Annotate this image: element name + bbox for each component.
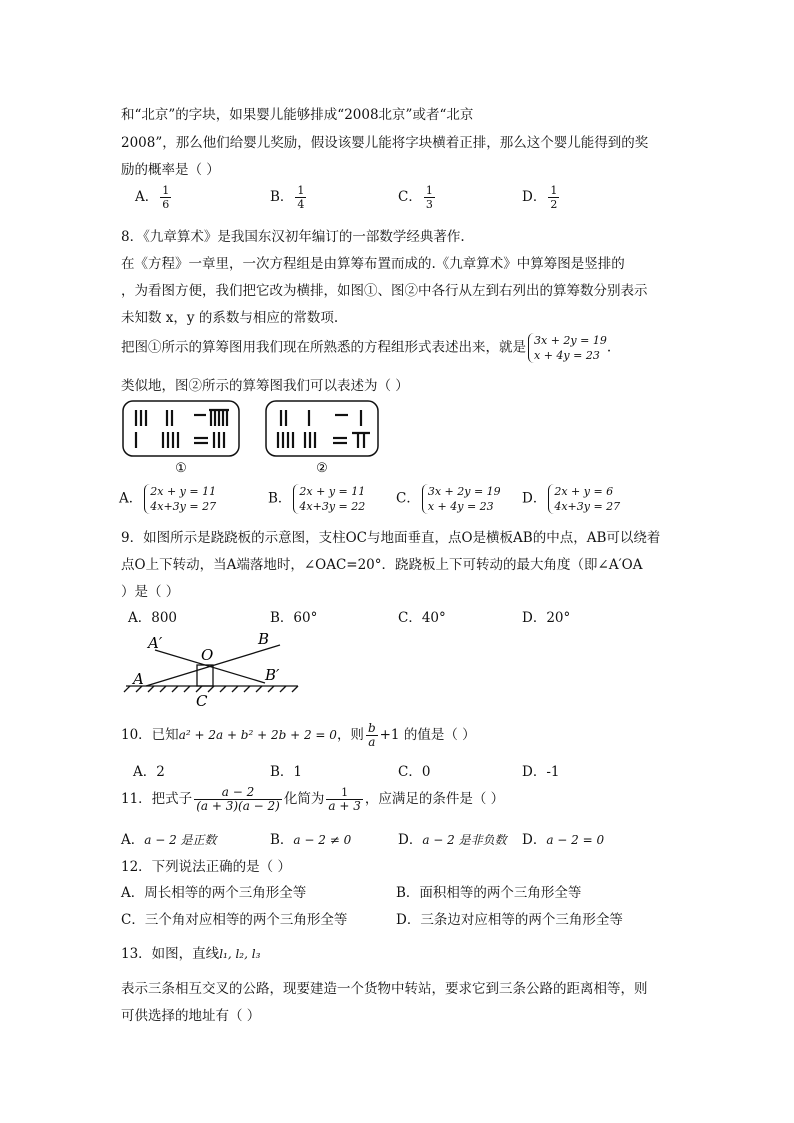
q13-stem: 13．如图，直线l₁, l₂, l₃ xyxy=(121,946,261,962)
q9-option-c[interactable]: C．40° xyxy=(398,610,446,626)
q8-option-b[interactable]: B． 2x + y = 11 4x+3y = 22 xyxy=(268,485,366,513)
q8-option-a[interactable]: A． 2x + y = 11 4x+3y = 27 xyxy=(119,485,217,513)
q13-line3: 可供选择的地址有（ ） xyxy=(121,1008,261,1024)
q8-line2: 在《方程》一章里，一次方程组是由算筹布置而成的.《九章算术》中算筹图是竖排的 xyxy=(121,256,625,272)
q9-line1: 9．如图所示是跷跷板的示意图，支柱OC与地面垂直，点O是横板AB的中点，AB可以绕着 xyxy=(121,530,661,546)
svg-text:C: C xyxy=(196,692,208,710)
q11-stem: 11．把式子 $\frac{a - 2}{(a + 3)(a - 2)}$ 化简为 $\frac{1}{a + 3}$ ，应满足的条件是（ ） xyxy=(121,785,505,813)
q10-stem: 10．已知a² + 2a + b² + 2b + 2 = 0，则 $\frac{b}{a}$ +1 的值是（ ） xyxy=(121,721,476,749)
q9-option-a[interactable]: A．800 xyxy=(128,610,178,626)
q12-stem: 12．下列说法正确的是（ ） xyxy=(121,859,291,875)
q11-option-d[interactable]: D．a − 2 = 0 xyxy=(522,832,605,848)
q7-option-c[interactable]: C． $\frac{1}{3}$ xyxy=(398,184,433,211)
q12-option-b[interactable]: B．面积相等的两个三角形全等 xyxy=(396,885,582,901)
q8-line6: 类似地，图②所示的算筹图我们可以表述为（ ） xyxy=(121,378,409,394)
q9-option-b[interactable]: B．60° xyxy=(270,610,318,626)
svg-text:B: B xyxy=(258,630,270,648)
q8-line3: ，为看图方便，我们把它改为横排，如图①、图②中各行从左到右列出的算筹数分别表示 xyxy=(121,283,648,299)
q12-option-a[interactable]: A．周长相等的两个三角形全等 xyxy=(121,885,307,901)
q8-line4: 未知数 x，y 的系数与相应的常数项. xyxy=(121,310,339,326)
q7-option-b[interactable]: B． $\frac{1}{4}$ xyxy=(270,184,305,211)
q10-option-b[interactable]: B．1 xyxy=(270,764,303,780)
q10-option-d[interactable]: D．-1 xyxy=(522,764,560,780)
q8-example-system: 3x + 2y = 19 x + 4y = 23 xyxy=(528,333,607,363)
q10-option-c[interactable]: C．0 xyxy=(398,764,431,780)
fig1-rods xyxy=(136,410,229,448)
svg-text:A: A xyxy=(133,670,144,688)
q9-option-d[interactable]: D．20° xyxy=(522,610,571,626)
q13-line2: 表示三条相互交叉的公路，现要建造一个货物中转站，要求它到三条公路的距离相等，则 xyxy=(121,981,648,997)
q8-line5: 把图①所示的算筹图用我们现在所熟悉的方程组形式表述出来，就是 3x + 2y = 19 x + 4y = 23 . xyxy=(121,334,612,362)
q12-option-d[interactable]: D．三条边对应相等的两个三角形全等 xyxy=(396,912,623,928)
q8-line1: 8．《九章算术》是我国东汉初年编订的一部数学经典著作. xyxy=(121,229,465,245)
q7-line3: 励的概率是（ ） xyxy=(121,162,220,178)
fig1-label: ① xyxy=(175,461,187,476)
q11-option-a[interactable]: A．a − 2 是正数 xyxy=(121,832,217,848)
q11-option-c[interactable]: D．a − 2 是非负数 xyxy=(398,832,507,848)
svg-text:B′: B′ xyxy=(265,666,280,684)
q7-line2: 2008”，那么他们给婴儿奖励，假设该婴儿能将字块横着正排，那么这个婴儿能得到的奖 xyxy=(121,135,649,151)
q8-option-c[interactable]: C． 3x + 2y = 19 x + 4y = 23 xyxy=(396,485,501,513)
q12-option-c[interactable]: C．三个角对应相等的两个三角形全等 xyxy=(121,912,348,928)
q7-option-d[interactable]: D． $\frac{1}{2}$ xyxy=(522,184,558,211)
svg-text:A′: A′ xyxy=(148,634,163,652)
q8-option-d[interactable]: D． 2x + y = 6 4x+3y = 27 xyxy=(522,485,621,513)
fig2-label: ② xyxy=(316,461,328,476)
fig2-rods xyxy=(278,410,370,448)
q7-line1: 和“北京”的字块，如果婴儿能够排成“2008北京”或者“北京 xyxy=(121,107,474,123)
q9-line2: 点O上下转动，当A端落地时，∠OAC=20°．跷跷板上下可转动的最大角度（即∠A′OA xyxy=(121,557,643,573)
q7-option-a[interactable]: A． $\frac{1}{6}$ xyxy=(135,184,170,211)
seesaw-figure xyxy=(120,628,305,710)
q11-option-b[interactable]: B．a − 2 ≠ 0 xyxy=(270,832,352,848)
q10-option-a[interactable]: A．2 xyxy=(133,764,165,780)
svg-text:O: O xyxy=(201,646,214,664)
q9-line3: ）是（ ） xyxy=(121,584,180,600)
counting-rod-figures xyxy=(118,398,388,478)
